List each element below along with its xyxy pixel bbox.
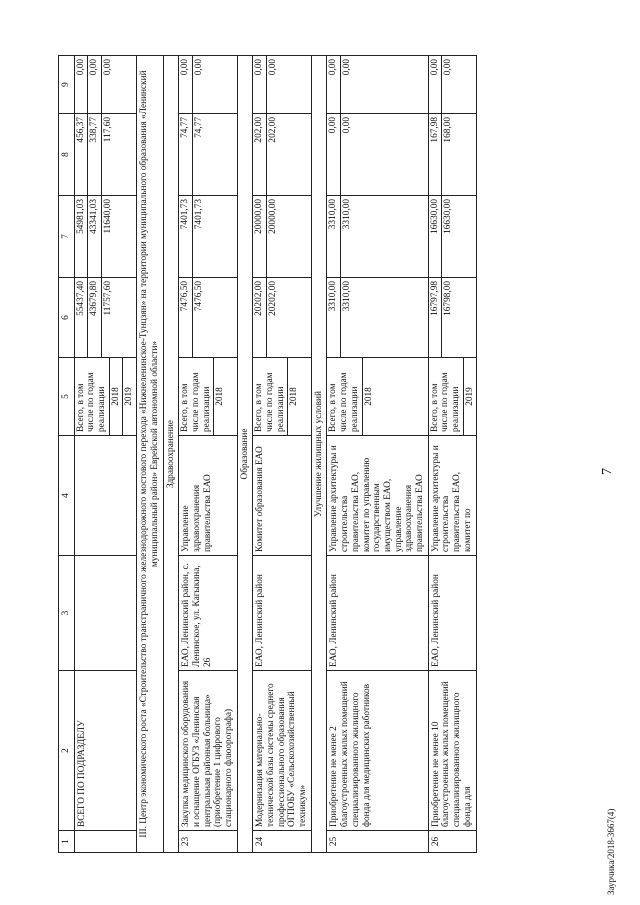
- subsection-housing: Улучшение жилищных условий: [311, 56, 327, 853]
- budget-table: [58, 55, 477, 853]
- total-label: ВСЕГО ПО ПОДРАЗДЕЛУ: [74, 671, 136, 831]
- col-num-1: 1: [59, 831, 75, 853]
- section-title: III. Центр экономического роста «Строительство трансграничного железнодорожного мостового перехода «Нижнеленинское-Тунцзян» на территории муниципального образования «Ленинский муниципальный район» Еврейской автономной области»: [137, 56, 163, 853]
- col-num-9: 9: [59, 56, 75, 114]
- subsection-health: Здравоохранение: [163, 56, 179, 853]
- table-row: 24 Модернизация материально-технической базы системы среднего профессионального образования ОГПОБУ «Сельскохозяйственный техникум» ЕАО, Ленинский район Комитет образования ЕАО Всего, в том числе по годам реализации 2018 20202,00 20202,00 20000,00 20000,00 202,00 202,00 0,00 0,00: [253, 56, 311, 853]
- total-col6: 55437,40 43679,80 11757,60: [74, 278, 136, 358]
- col-num-7: 7: [59, 196, 75, 278]
- total-col9: 0,00 0,00 0,00: [74, 56, 136, 114]
- subsection-health-row: [163, 56, 179, 853]
- page-number: 7: [600, 468, 615, 475]
- total-periods: Всего, в том числе по годам реализации 2018 2019: [74, 358, 136, 436]
- col-num-2: 2: [59, 671, 75, 831]
- col-num-6: 6: [59, 278, 75, 358]
- subsection-housing-row: [311, 56, 327, 853]
- footnote: Заурчика/2018-3667(4): [606, 808, 616, 895]
- col-num-3: 3: [59, 556, 75, 671]
- header-numbers-row: [59, 56, 75, 853]
- total-row: [74, 56, 136, 853]
- col-num-8: 8: [59, 114, 75, 196]
- total-col8: 456,37 338,77 117,60: [74, 114, 136, 196]
- subsection-education-row: [237, 56, 253, 853]
- table-row: 25 Приобретение не менее 2 благоустроенных жилых помещений специализированного жилищного фонда для медицинских работников ЕАО, Ленинский район Управление архитектуры и строительства правительства ЕАО, комитет по управлению государственным имуществом ЕАО, управление здравоохранения правительства ЕАО Всего, в том числе по годам реализации 2018 3310,00 3310,00 3310,00 3310,00 0,00 0,00 0,00 0,00: [327, 56, 428, 853]
- col-num-4: 4: [59, 436, 75, 556]
- table-row: 26 Приобретение не менее 10 благоустроенных жилых помещений специализированного жилищного фонда для ЕАО, Ленинский район Управление архитектуры и строительства правительства ЕАО, комитет по Всего, в том числе по годам реализации 2019 16797,98 16798,00 16630,00 16630,00 167,98 168,00 0,00 0,00: [428, 56, 477, 853]
- section-row: [137, 56, 163, 853]
- table-row: 23 Закупка медицинского оборудования и оснащение ОГБУЗ «Ленинская центральная районная больница» (приобретение 1 цифрового стационарного флюорографа) ЕАО, Ленинский район, с. Ленинское, ул. Кагыкина, 26 Управление здравоохранения правительства ЕАО Всего, в том числе по годам реализации 2018 7476,50 7476,50 7401,73 7401,73 74,77 74,77 0,00 0,00: [179, 56, 237, 853]
- subsection-education: Образование: [237, 56, 253, 853]
- col-num-5: 5: [59, 358, 75, 436]
- total-col7: 54981,03 43341,03 11640,00: [74, 196, 136, 278]
